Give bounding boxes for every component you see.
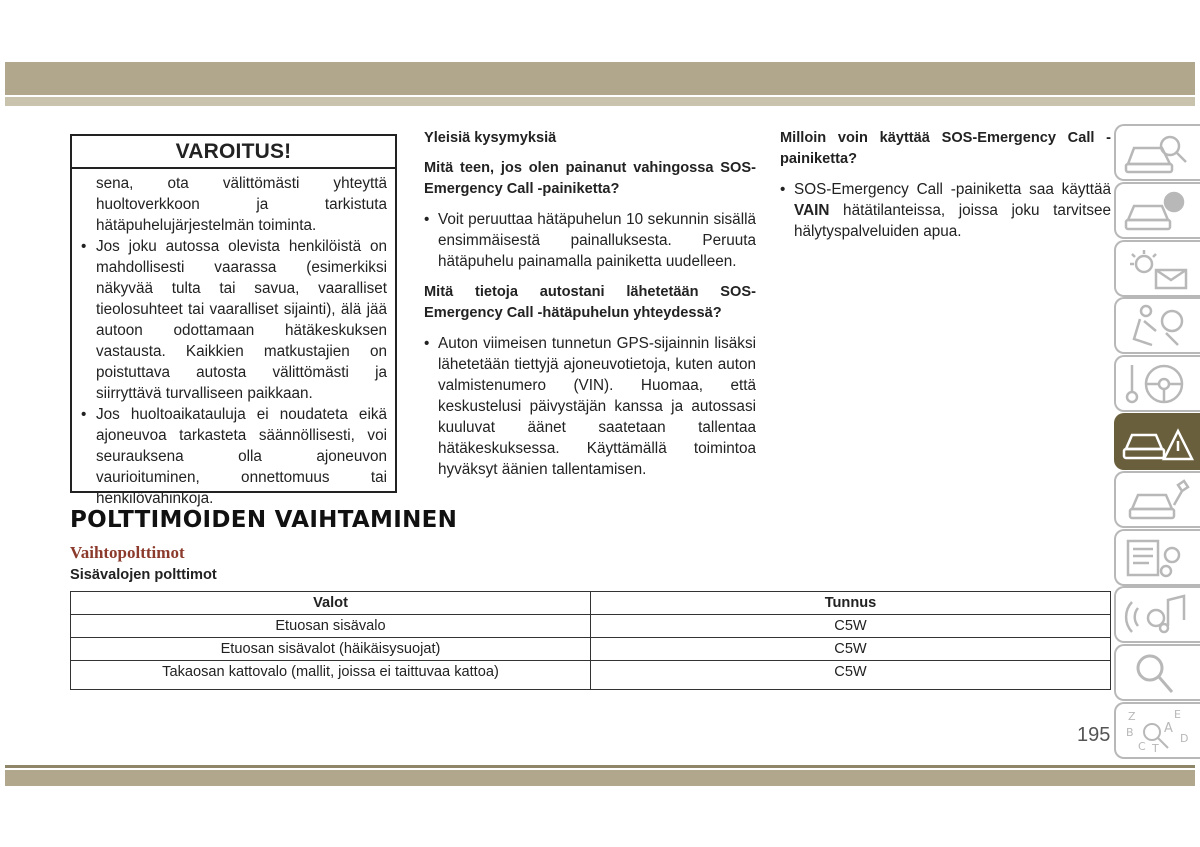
table-row [71,638,1111,661]
index-letter: C [1138,739,1146,753]
section-subsubtitle: Sisävalojen polttimot [70,567,217,583]
faq-answer-text: SOS-Emergency Call -painiketta saa käyttää [794,181,1111,198]
tab-search[interactable] [1114,644,1200,701]
faq-answer: • Auton viimeisen tunnetun GPS-sijainnin lisäksi lähetetään tiettyjä ajoneuvotietoja, kuten auton valmistenumero (VIN). Huomaa, että keskustelusi päivystäjän kanssa ja autossasi kuuluvat äänet saatetaan tallentaa hätäkeskuksessa. Käyttämällä toimintoa hyväksyt äänien tallentamisen. [424,333,756,480]
bulb-table [70,591,1111,690]
header-band-line [5,97,1195,106]
multimedia-icon [1122,592,1194,638]
faq-answer: • Voit peruuttaa hätäpuhelun 10 sekunnin sisällä ensimmäisestä painalluksesta. Peruuta hätäpuhelu painamalla painiketta uudelleen. [424,209,756,272]
tab-alphabetical-index[interactable] [1114,702,1200,759]
table-row [71,615,1111,638]
tab-car-dashboard[interactable] [1114,124,1200,181]
tab-safety[interactable] [1114,297,1200,354]
table-cell: Etuosan sisävalo [71,615,591,638]
index-letter: D [1180,731,1189,745]
faq-heading: Yleisiä kysymyksiä [424,130,557,146]
airbag-seat-icon [1122,303,1194,349]
page-number: 195 [1077,724,1111,746]
roadside-emergency-icon [1122,419,1194,465]
warning-title: VAROITUS! [72,136,395,169]
faq-column-right [780,128,1111,252]
tab-warning-lights[interactable] [1114,240,1200,297]
faq-column [424,128,756,490]
section-subtitle: Vaihtopolttimot [70,543,185,562]
tab-car-info[interactable] [1114,182,1200,239]
table-header: Tunnus [591,592,1111,615]
table-cell: Takaosan kattovalo (mallit, joissa ei taittuvaa kattoa) [71,661,591,690]
faq-question: Mitä tietoja autostani lähetetään SOS-Emergency Call -hätäpuhelun yhteydessä? [424,284,756,321]
header-band [5,62,1195,95]
table-cell: Etuosan sisävalot (häikäisysuojat) [71,638,591,661]
car-info-icon [1122,188,1194,234]
table-header: Valot [71,592,591,615]
warning-bullet: • Jos joku autossa olevista henkilöistä on mahdollisesti vaarassa (esimerkiksi näkyvää tulta tai savua, vaaralliset tieolosuhteet tai vaaralliset sijainti), älä jää autoon odottamaan hätäkeskuksen vastausta. Kaikkien matkustajien on poistuttava autosta välittömästi ja siirryttävä turvalliseen paikkaan. [80,236,387,404]
footer-band [5,770,1195,786]
faq-question: Mitä teen, jos olen painanut vahingossa SOS-Emergency Call -painiketta? [424,160,756,197]
warning-bullet: • Jos huoltoaikatauluja ei noudateta eikä ajoneuvoa tarkasteta säännöllisesti, voi seurauksena olla ajoneuvon vaurioituminen, onnettomuus tai henkilövahinkoja. [80,404,387,509]
tab-multimedia[interactable] [1114,586,1200,643]
faq-question: Milloin voin käyttää SOS-Emergency Call -painiketta? [780,130,1111,167]
alphabetical-index-icon [1122,708,1194,754]
index-letter: Z [1128,709,1136,723]
tab-emergency[interactable] [1114,413,1200,470]
table-cell: C5W [591,615,1111,638]
warning-lights-message-icon [1122,246,1194,292]
warning-box [70,134,397,507]
index-letter: E [1174,707,1181,721]
car-service-icon [1122,477,1194,523]
faq-answer-emphasis: VAIN [794,202,830,219]
footer-band-line [5,765,1195,768]
side-tabs [1114,124,1200,760]
tab-specifications[interactable] [1114,529,1200,586]
index-letter: B [1126,725,1134,739]
faq-answer [780,179,1111,242]
warning-intro: sena, ota välittömästi yhteyttä huoltoverkkoon ja tarkistuta hätäpuhelujärjestelmän toiminta. [96,175,387,234]
table-cell: C5W [591,638,1111,661]
faq-answer-text: hätätilanteissa, joissa joku tarvitsee hälytyspalveluiden apua. [794,202,1111,240]
tab-service[interactable] [1114,471,1200,528]
steering-key-icon [1122,361,1194,407]
table-header-row [71,592,1111,615]
index-letter: A [1164,720,1173,736]
index-letter: T [1152,741,1159,754]
specifications-gear-icon [1122,535,1194,581]
tab-driving[interactable] [1114,355,1200,412]
search-index-icon [1122,650,1194,696]
table-row [71,661,1111,690]
section-title: POLTTIMOIDEN VAIHTAMINEN [70,507,458,533]
car-dashboard-icon [1122,130,1194,176]
table-cell: C5W [591,661,1111,690]
